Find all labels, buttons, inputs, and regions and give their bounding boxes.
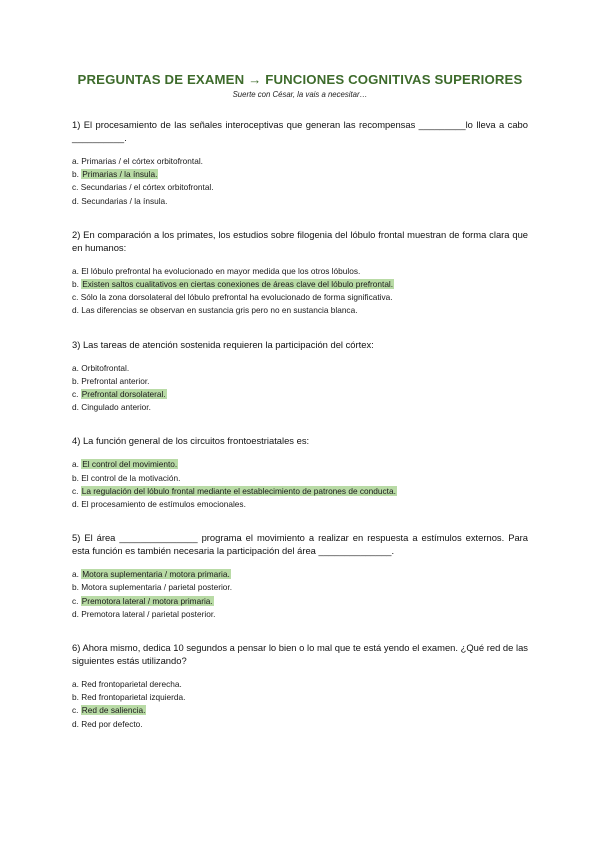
option-text: El procesamiento de estímulos emocionales. bbox=[81, 499, 246, 510]
question-text: 3) Las tareas de atención sostenida requieren la participación del córtex: bbox=[72, 338, 374, 350]
answer-option bbox=[72, 718, 528, 731]
option-letter: a. bbox=[72, 156, 82, 166]
question-4 bbox=[72, 434, 528, 511]
answer-option bbox=[72, 595, 528, 608]
option-list bbox=[72, 678, 528, 731]
question-5 bbox=[72, 531, 528, 621]
option-text: Primarias / el córtex orbitofrontal. bbox=[81, 156, 203, 166]
option-text: Las diferencias se observan en sustancia gris pero no en sustancia blanca. bbox=[81, 305, 358, 316]
option-letter: b. bbox=[72, 692, 82, 703]
answer-option bbox=[72, 362, 528, 375]
highlighted-answer-text: El control del movimiento. bbox=[82, 459, 178, 470]
question-text: 2) En comparación a los primates, los estudios sobre filogenia del lóbulo frontal muestran de forma clara que en humanos: bbox=[72, 228, 528, 253]
option-letter: b. bbox=[72, 582, 82, 593]
answer-option bbox=[72, 181, 528, 194]
option-letter: a. bbox=[72, 569, 82, 580]
highlighted-answer-text: Premotora lateral / motora primaria. bbox=[81, 595, 213, 606]
option-letter: c. bbox=[72, 595, 81, 606]
option-list bbox=[72, 568, 528, 621]
option-text: Sólo la zona dorsolateral del lóbulo prefrontal ha evolucionado de forma significativa. bbox=[80, 292, 393, 303]
answer-option bbox=[72, 265, 528, 278]
option-letter: c. bbox=[72, 292, 81, 303]
option-letter: c. bbox=[72, 485, 81, 496]
highlighted-answer-text: La regulación del lóbulo frontal mediante el establecimiento de patrones de conducta. bbox=[81, 485, 396, 496]
question-text: 6) Ahora mismo, dedica 10 segundos a pensar lo bien o lo mal que te está yendo el examen. ¿Qué red de las siguientes estás utilizando? bbox=[72, 642, 528, 667]
question-3 bbox=[72, 338, 528, 415]
option-letter: d. bbox=[72, 718, 82, 729]
answer-option bbox=[72, 195, 528, 208]
option-text: Premotora lateral / parietal posterior. bbox=[81, 608, 216, 619]
highlighted-answer-text: Red de saliencia. bbox=[81, 705, 146, 716]
answer-option bbox=[72, 401, 528, 414]
option-text: Red frontoparietal derecha. bbox=[81, 679, 182, 690]
answer-option bbox=[72, 608, 528, 621]
question-text: 5) El área _______________ programa el movimiento a realizar en respuesta a estímulos externos. Para esta función es también necesaria la participación del área ______________. bbox=[72, 532, 528, 557]
answer-option bbox=[72, 168, 528, 181]
option-text: Secundarias / el córtex orbitofrontal. bbox=[80, 182, 214, 193]
option-letter: d. bbox=[72, 499, 82, 510]
option-letter: a. bbox=[72, 362, 82, 373]
option-text: Prefrontal anterior. bbox=[81, 375, 150, 386]
option-text: Secundarias / la ínsula. bbox=[81, 195, 168, 206]
answer-option bbox=[72, 155, 528, 168]
option-letter: b. bbox=[72, 472, 82, 483]
question-text: 4) La función general de los circuitos frontoestriatales es: bbox=[72, 435, 310, 447]
question-1 bbox=[72, 118, 528, 208]
highlighted-answer-text: Existen saltos cualitativos en ciertas conexiones de áreas clave del lóbulo prefrontal. bbox=[82, 279, 394, 290]
option-text: El control de la motivación. bbox=[81, 472, 181, 483]
page-title: PREGUNTAS DE EXAMEN → FUNCIONES COGNITIVAS SUPERIORES bbox=[77, 72, 523, 87]
option-text: Cingulado anterior. bbox=[81, 402, 151, 413]
answer-option bbox=[72, 472, 528, 485]
answer-option bbox=[72, 291, 528, 304]
option-letter: c. bbox=[72, 389, 81, 400]
answer-option bbox=[72, 458, 528, 471]
answer-option bbox=[72, 691, 528, 704]
answer-option bbox=[72, 485, 528, 498]
answer-option bbox=[72, 278, 528, 291]
option-letter: d. bbox=[72, 402, 82, 413]
option-text: Orbitofrontal. bbox=[81, 362, 130, 373]
option-text: El lóbulo prefrontal ha evolucionado en mayor medida que los otros lóbulos. bbox=[81, 265, 361, 276]
option-text: Motora suplementaria / parietal posterior. bbox=[81, 582, 233, 593]
exam-page bbox=[72, 72, 528, 731]
option-text: Red frontoparietal izquierda. bbox=[81, 692, 186, 703]
question-list bbox=[72, 118, 528, 731]
option-letter: a. bbox=[72, 265, 82, 276]
highlighted-answer-text: Motora suplementaria / motora primaria. bbox=[82, 569, 230, 580]
answer-option bbox=[72, 704, 528, 717]
option-letter: d. bbox=[72, 305, 82, 316]
option-letter: b. bbox=[72, 279, 82, 290]
page-subtitle: Suerte con César, la vais a necesitar… bbox=[232, 90, 368, 99]
highlighted-answer-text: Prefrontal dorsolateral. bbox=[81, 389, 166, 400]
question-text: 1) El procesamiento de las señales interoceptivas que generan las recompensas _________lo lleva a cabo __________. bbox=[72, 119, 528, 143]
option-letter: d. bbox=[72, 608, 82, 619]
option-letter: a. bbox=[72, 679, 82, 690]
option-list bbox=[72, 362, 528, 415]
option-list bbox=[72, 155, 528, 208]
answer-option bbox=[72, 568, 528, 581]
answer-option bbox=[72, 375, 528, 388]
question-6 bbox=[72, 641, 528, 731]
answer-option bbox=[72, 581, 528, 594]
option-text: Red por defecto. bbox=[81, 718, 143, 729]
answer-option bbox=[72, 304, 528, 317]
answer-option bbox=[72, 388, 528, 401]
answer-option bbox=[72, 498, 528, 511]
answer-option bbox=[72, 678, 528, 691]
question-2 bbox=[72, 228, 528, 318]
option-letter: b. bbox=[72, 375, 82, 386]
option-letter: d. bbox=[72, 195, 82, 206]
option-list bbox=[72, 265, 528, 318]
option-letter: b. bbox=[72, 169, 82, 180]
option-list bbox=[72, 458, 528, 511]
option-letter: a. bbox=[72, 459, 82, 470]
option-letter: c. bbox=[72, 182, 81, 193]
highlighted-answer-text: Primarias / la ínsula. bbox=[82, 169, 158, 180]
option-letter: c. bbox=[72, 705, 81, 716]
